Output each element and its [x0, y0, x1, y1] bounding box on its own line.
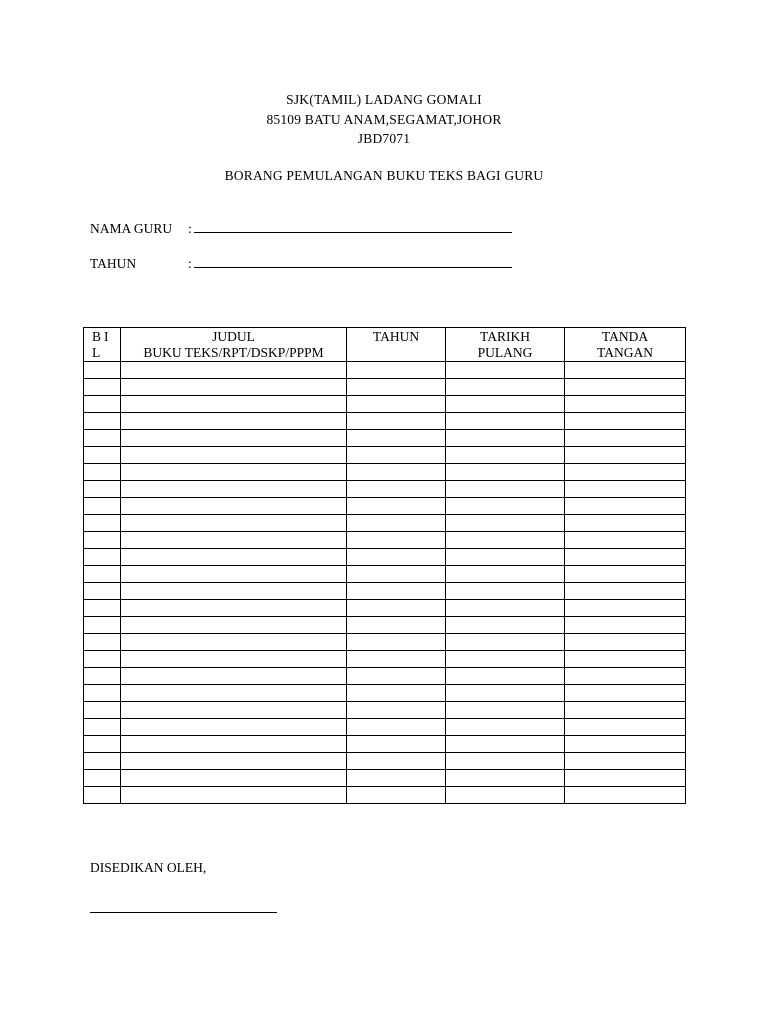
table-cell[interactable] — [565, 668, 686, 685]
table-cell[interactable] — [446, 464, 565, 481]
table-cell[interactable] — [84, 396, 121, 413]
table-row — [84, 549, 686, 566]
table-cell[interactable] — [84, 549, 121, 566]
table-cell[interactable] — [446, 362, 565, 379]
column-header-tanda-tangan — [565, 328, 686, 362]
table-cell[interactable] — [347, 634, 446, 651]
table-cell[interactable] — [446, 379, 565, 396]
table-cell[interactable] — [121, 379, 347, 396]
table-cell[interactable] — [565, 515, 686, 532]
table-row — [84, 362, 686, 379]
table-row — [84, 413, 686, 430]
school-address: 85109 BATU ANAM,SEGAMAT,JOHOR — [266, 112, 502, 127]
table-cell[interactable] — [347, 464, 446, 481]
table-cell[interactable] — [121, 396, 347, 413]
table-row — [84, 566, 686, 583]
table-row — [84, 515, 686, 532]
column-header-judul — [121, 328, 347, 362]
table-cell[interactable] — [565, 566, 686, 583]
column-header-line1: TARIKH — [480, 329, 530, 344]
column-header-line1: TAHUN — [372, 329, 420, 344]
table-cell[interactable] — [446, 770, 565, 787]
table-row — [84, 583, 686, 600]
table-cell[interactable] — [347, 770, 446, 787]
table-cell[interactable] — [84, 753, 121, 770]
table-cell[interactable] — [121, 447, 347, 464]
table-cell[interactable] — [446, 396, 565, 413]
table-cell[interactable] — [446, 583, 565, 600]
table-cell[interactable] — [565, 736, 686, 753]
table-cell[interactable] — [121, 634, 347, 651]
table-cell[interactable] — [84, 566, 121, 583]
table-cell[interactable] — [121, 719, 347, 736]
column-header-line2: BUKU TEKS/RPT/DSKP/PPPM — [143, 345, 324, 360]
table-cell[interactable] — [121, 702, 347, 719]
table-cell[interactable] — [121, 566, 347, 583]
table-row — [84, 787, 686, 804]
table-cell[interactable] — [565, 549, 686, 566]
table-cell[interactable] — [121, 430, 347, 447]
table-cell[interactable] — [84, 430, 121, 447]
column-header-line1: JUDUL — [212, 329, 255, 344]
table-cell[interactable] — [446, 430, 565, 447]
table-cell[interactable] — [84, 447, 121, 464]
table-cell[interactable] — [121, 413, 347, 430]
table-cell[interactable] — [347, 617, 446, 634]
table-cell[interactable] — [446, 600, 565, 617]
table-cell[interactable] — [84, 600, 121, 617]
table-cell[interactable] — [347, 549, 446, 566]
year-line[interactable] — [194, 256, 512, 268]
table-cell[interactable] — [565, 498, 686, 515]
table-cell[interactable] — [565, 583, 686, 600]
table-cell[interactable] — [347, 566, 446, 583]
table-cell[interactable] — [121, 787, 347, 804]
table-cell[interactable] — [446, 753, 565, 770]
table-cell[interactable] — [446, 719, 565, 736]
table-cell[interactable] — [347, 668, 446, 685]
table-cell[interactable] — [347, 413, 446, 430]
column-header-tarikh-pulang — [446, 328, 565, 362]
table-cell[interactable] — [121, 753, 347, 770]
year-colon: : — [188, 256, 192, 271]
table-row — [84, 430, 686, 447]
table-cell[interactable] — [446, 736, 565, 753]
table-cell[interactable] — [565, 651, 686, 668]
table-cell[interactable] — [84, 583, 121, 600]
table-cell[interactable] — [84, 736, 121, 753]
table-cell[interactable] — [84, 651, 121, 668]
table-row — [84, 753, 686, 770]
table-cell[interactable] — [84, 481, 121, 498]
table-row — [84, 600, 686, 617]
table-cell[interactable] — [84, 362, 121, 379]
table-cell[interactable] — [446, 617, 565, 634]
table-cell[interactable] — [84, 379, 121, 396]
table-cell[interactable] — [565, 634, 686, 651]
table-cell[interactable] — [84, 464, 121, 481]
table-cell[interactable] — [121, 549, 347, 566]
table-cell[interactable] — [84, 498, 121, 515]
table-cell[interactable] — [565, 753, 686, 770]
table-body — [84, 362, 686, 804]
table-cell[interactable] — [121, 668, 347, 685]
table-row — [84, 447, 686, 464]
table-cell[interactable] — [121, 736, 347, 753]
table-cell[interactable] — [446, 549, 565, 566]
table-cell[interactable] — [565, 719, 686, 736]
column-header-line1: TANDA — [601, 329, 649, 344]
table-cell[interactable] — [84, 668, 121, 685]
table-row — [84, 464, 686, 481]
table-cell[interactable] — [347, 396, 446, 413]
table-cell[interactable] — [565, 787, 686, 804]
table-cell[interactable] — [446, 447, 565, 464]
table-cell[interactable] — [565, 464, 686, 481]
table-cell[interactable] — [121, 617, 347, 634]
table-cell[interactable] — [84, 634, 121, 651]
table-cell[interactable] — [446, 413, 565, 430]
table-cell[interactable] — [565, 430, 686, 447]
table-cell[interactable] — [347, 719, 446, 736]
table-cell[interactable] — [565, 413, 686, 430]
teacher-name-field — [90, 221, 512, 237]
table-cell[interactable] — [347, 583, 446, 600]
table-row — [84, 532, 686, 549]
table-row — [84, 481, 686, 498]
table-cell[interactable] — [347, 481, 446, 498]
table-cell[interactable] — [347, 651, 446, 668]
table-cell[interactable] — [565, 447, 686, 464]
table-cell[interactable] — [121, 600, 347, 617]
table-cell[interactable] — [446, 702, 565, 719]
table-cell[interactable] — [446, 481, 565, 498]
table-row — [84, 736, 686, 753]
prepared-by-label: DISEDIKAN OLEH, — [90, 860, 207, 875]
table-cell[interactable] — [121, 583, 347, 600]
table-cell[interactable] — [347, 498, 446, 515]
table-row — [84, 617, 686, 634]
column-header-line2: TANGAN — [597, 345, 653, 360]
table-cell[interactable] — [84, 515, 121, 532]
table-cell[interactable] — [347, 515, 446, 532]
column-header-line1: BI — [92, 329, 112, 344]
table-cell[interactable] — [565, 379, 686, 396]
table-cell[interactable] — [446, 532, 565, 549]
table-cell[interactable] — [84, 413, 121, 430]
teacher-name-colon: : — [188, 221, 192, 236]
table-cell[interactable] — [446, 651, 565, 668]
table-cell[interactable] — [121, 515, 347, 532]
table-cell[interactable] — [121, 464, 347, 481]
table-cell[interactable] — [565, 481, 686, 498]
table-cell[interactable] — [84, 617, 121, 634]
table-cell[interactable] — [565, 396, 686, 413]
table-cell[interactable] — [84, 685, 121, 702]
table-cell[interactable] — [84, 719, 121, 736]
table-cell[interactable] — [84, 532, 121, 549]
column-header-tahun — [347, 328, 446, 362]
school-name: SJK(TAMIL) LADANG GOMALI — [286, 92, 482, 107]
table-cell[interactable] — [347, 702, 446, 719]
table-row — [84, 498, 686, 515]
table-cell[interactable] — [347, 685, 446, 702]
table-cell[interactable] — [347, 447, 446, 464]
table-cell[interactable] — [565, 532, 686, 549]
table-cell[interactable] — [84, 770, 121, 787]
table-cell[interactable] — [121, 651, 347, 668]
table-cell[interactable] — [347, 753, 446, 770]
table-cell[interactable] — [121, 481, 347, 498]
table-row — [84, 396, 686, 413]
column-header-bil — [84, 328, 121, 362]
table-cell[interactable] — [446, 634, 565, 651]
table-cell[interactable] — [565, 600, 686, 617]
table-row — [84, 651, 686, 668]
table-row — [84, 702, 686, 719]
table-cell[interactable] — [446, 668, 565, 685]
table-cell[interactable] — [347, 736, 446, 753]
table-cell[interactable] — [84, 787, 121, 804]
table-cell[interactable] — [347, 532, 446, 549]
signature-line[interactable] — [90, 912, 277, 913]
return-table — [83, 327, 686, 804]
table-cell[interactable] — [446, 787, 565, 804]
table-cell[interactable] — [446, 498, 565, 515]
table-row — [84, 719, 686, 736]
table-cell[interactable] — [121, 685, 347, 702]
table-cell[interactable] — [446, 515, 565, 532]
table-cell[interactable] — [446, 566, 565, 583]
table-cell[interactable] — [565, 617, 686, 634]
form-title: BORANG PEMULANGAN BUKU TEKS BAGI GURU — [224, 168, 544, 183]
teacher-name-line[interactable] — [194, 221, 512, 233]
table-cell[interactable] — [347, 787, 446, 804]
table-cell[interactable] — [565, 685, 686, 702]
table-row — [84, 685, 686, 702]
year-label: TAHUN — [90, 256, 137, 271]
table-row — [84, 770, 686, 787]
table-cell[interactable] — [565, 362, 686, 379]
table-cell[interactable] — [84, 702, 121, 719]
table-cell[interactable] — [121, 532, 347, 549]
column-header-line2: PULANG — [477, 345, 533, 360]
table-header-row — [84, 328, 686, 362]
table-cell[interactable] — [347, 362, 446, 379]
table-cell[interactable] — [121, 498, 347, 515]
table-row — [84, 668, 686, 685]
table-row — [84, 379, 686, 396]
table-cell[interactable] — [121, 770, 347, 787]
table-cell[interactable] — [446, 685, 565, 702]
table-cell[interactable] — [565, 770, 686, 787]
table-cell[interactable] — [347, 600, 446, 617]
column-header-line2: L — [92, 345, 104, 360]
school-code: JBD7071 — [357, 131, 411, 146]
year-field — [90, 256, 512, 272]
table-cell[interactable] — [347, 379, 446, 396]
teacher-name-label: NAMA GURU — [90, 221, 173, 236]
table-row — [84, 634, 686, 651]
table-cell[interactable] — [347, 430, 446, 447]
table-cell[interactable] — [121, 362, 347, 379]
table-cell[interactable] — [565, 702, 686, 719]
